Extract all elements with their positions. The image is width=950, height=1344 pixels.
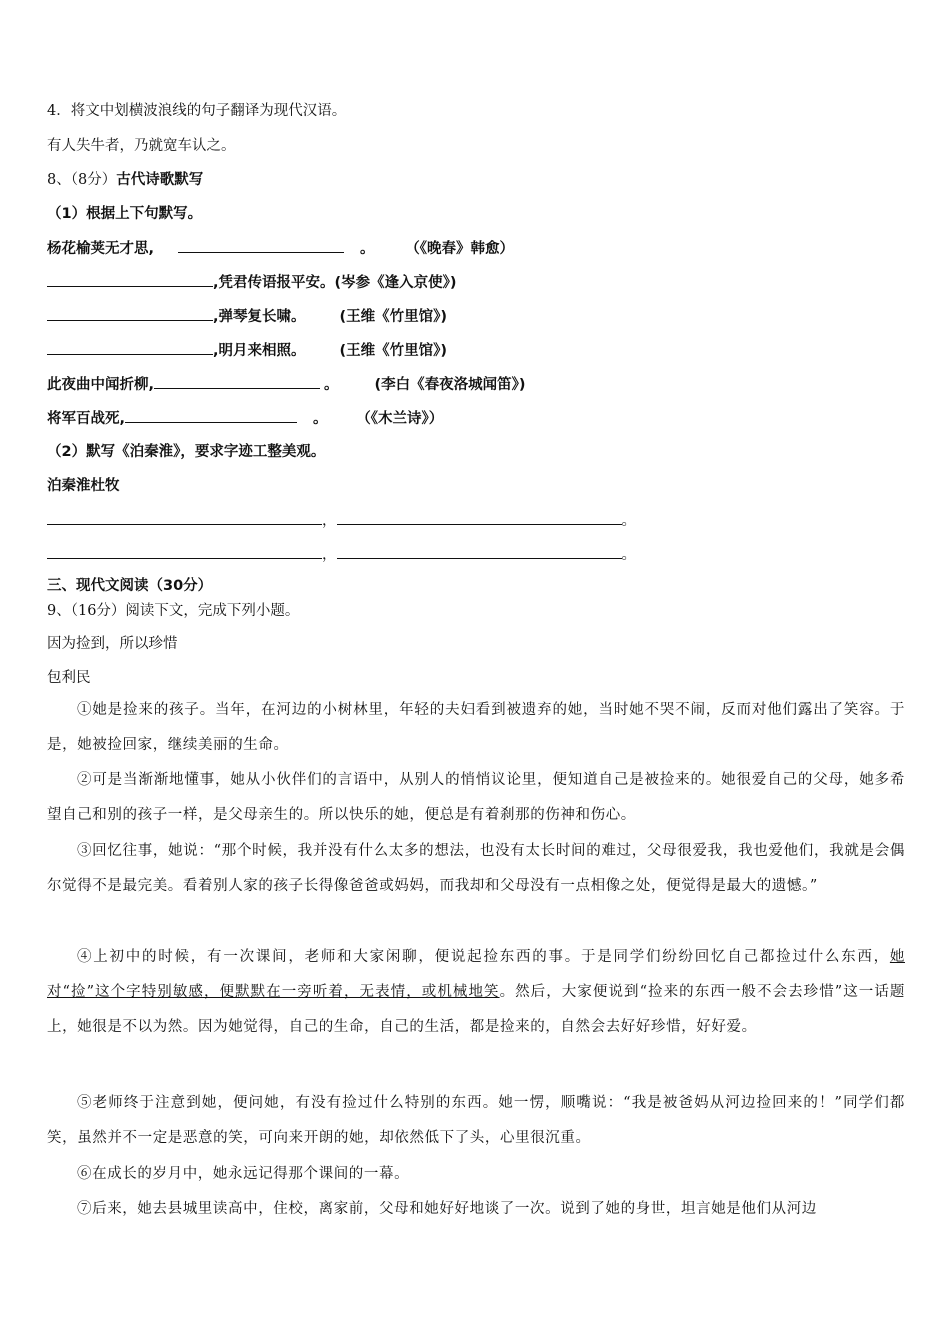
line-source: (李白《春夜洛城闻笛》) <box>374 377 526 393</box>
fill-line-6 <box>47 408 443 429</box>
line-text-before: 将军百战死, <box>47 411 126 427</box>
poem-title: 泊秦淮杜牧 <box>47 478 120 494</box>
line-text-after: ,明月来相照。 <box>213 343 306 359</box>
fill-line-3 <box>47 306 447 327</box>
line-text-before: 杨花榆荚无才思, <box>47 241 155 257</box>
answer-blank[interactable] <box>47 510 322 525</box>
paragraph-2 <box>47 763 905 833</box>
article-title: 因为捡到，所以珍惜 <box>47 636 178 652</box>
answer-blank[interactable] <box>47 306 213 321</box>
paragraph-7 <box>47 1192 905 1227</box>
line-source: （《晚春》韩愈） <box>412 241 515 257</box>
period: 。 <box>621 513 636 529</box>
q8-heading <box>47 170 203 190</box>
line-source: (王维《竹里馆》) <box>339 309 448 325</box>
q8-title: 古代诗歌默写 <box>116 172 204 188</box>
paragraph-text: 。然后，大家便说到“捡来的东西一般不会去珍惜”这一话题上，她很是不以为然。因为她觉得，自己的生命，自己的生活，都是捡来的，自然会去好好珍惜，好好爱。 <box>47 984 905 1035</box>
paragraph-text: ⑤老师终于注意到她，便问她，有没有捡过什么特别的东西。她一愣，顺嘴说：“我是被爸妈从河边捡回来的！”同学们都笑，虽然并不一定是恶意的笑，可向来开朗的她，却依然低下了头，心里很沉重。 <box>47 1095 905 1146</box>
period: 。 <box>621 547 636 563</box>
line-text-after: ,弹琴复长啸。 <box>213 309 306 325</box>
line-text-after: ,凭君传语报平安。 <box>213 275 335 291</box>
answer-blank[interactable] <box>337 510 622 525</box>
answer-blank[interactable] <box>154 374 320 389</box>
answer-blank[interactable] <box>125 408 297 423</box>
underlined-sentence: 她对“捡”这个字特别敏感，便默默在一旁听着，无表情，或机械地笑 <box>47 949 905 1000</box>
line-source: (岑参《逢入京使》) <box>334 275 457 291</box>
comma: ， <box>322 513 337 529</box>
answer-blank[interactable] <box>47 340 213 355</box>
article-author: 包利民 <box>47 670 91 686</box>
paragraph-text: ③回忆往事，她说：“那个时候，我并没有什么太多的想法，也没有太长时间的难过，父母很爱我，我也爱他们，我就是会偶尔觉得不是最完美。看着别人家的孩子长得像爸爸或妈妈，而我却和父母没有一点相像之处，便觉得是最大的遗憾。” <box>47 843 905 894</box>
q4-prompt: 4．将文中划横波浪线的句子翻译为现代汉语。 <box>47 103 347 119</box>
line-source: (王维《竹里馆》) <box>339 343 448 359</box>
paragraph-3 <box>47 834 905 904</box>
q9-prompt: 9、（16分）阅读下文，完成下列小题。 <box>47 603 300 619</box>
comma: ， <box>322 547 337 563</box>
fill-line-4 <box>47 340 447 361</box>
poem-line-1 <box>47 510 636 531</box>
paragraph-4 <box>47 940 905 1045</box>
line-text-after: 。 <box>360 241 375 257</box>
fill-line-2 <box>47 272 457 293</box>
q8-score: （8分） <box>70 172 117 188</box>
section3-heading: 三、现代文阅读（30分） <box>47 578 213 594</box>
q8-number: 8、 <box>47 172 71 188</box>
line-text-after: 。 <box>313 411 328 427</box>
line-text-before: 此夜曲中闻折柳, <box>47 377 155 393</box>
paragraph-text: ⑥在成长的岁月中，她永远记得那个课间的一幕。 <box>77 1166 410 1182</box>
paragraph-text: ⑦后来，她去县城里读高中，住校，离家前，父母和她好好地谈了一次。说到了她的身世，坦言她是他们从河边 <box>77 1201 817 1217</box>
q8-part1: （1）根据上下句默写。 <box>47 206 203 222</box>
paragraph-6 <box>47 1157 905 1192</box>
line-text-after: 。 <box>324 377 339 393</box>
answer-blank[interactable] <box>47 544 322 559</box>
answer-blank[interactable] <box>178 238 344 253</box>
q8-part2: （2）默写《泊秦淮》，要求字迹工整美观。 <box>47 444 326 460</box>
paragraph-text: ④上初中的时候，有一次课间，老师和大家闲聊，便说起捡东西的事。于是同学们纷纷回忆自己都捡过什么东西， <box>77 949 890 965</box>
paragraph-1 <box>47 693 905 763</box>
paragraph-text: ②可是当渐渐地懂事，她从小伙伴们的言语中，从别人的悄悄议论里，便知道自己是被捡来的。她很爱自己的父母，她多希望自己和别的孩子一样，是父母亲生的。所以快乐的她，便总是有着刹那的伤神和伤心。 <box>47 772 905 823</box>
paragraph-text: ①她是捡来的孩子。当年，在河边的小树林里，年轻的夫妇看到被遗弃的她，当时她不哭不闹，反而对他们露出了笑容。于是，她被捡回家，继续美丽的生命。 <box>47 702 905 753</box>
fill-line-1 <box>47 238 514 259</box>
paragraph-5 <box>47 1086 905 1156</box>
q4-sentence: 有人失牛者，乃就宽车认之。 <box>47 138 236 154</box>
answer-blank[interactable] <box>47 272 213 287</box>
line-source: （《木兰诗》） <box>363 411 444 427</box>
fill-line-5 <box>47 374 526 395</box>
answer-blank[interactable] <box>337 544 622 559</box>
poem-line-2 <box>47 544 636 565</box>
